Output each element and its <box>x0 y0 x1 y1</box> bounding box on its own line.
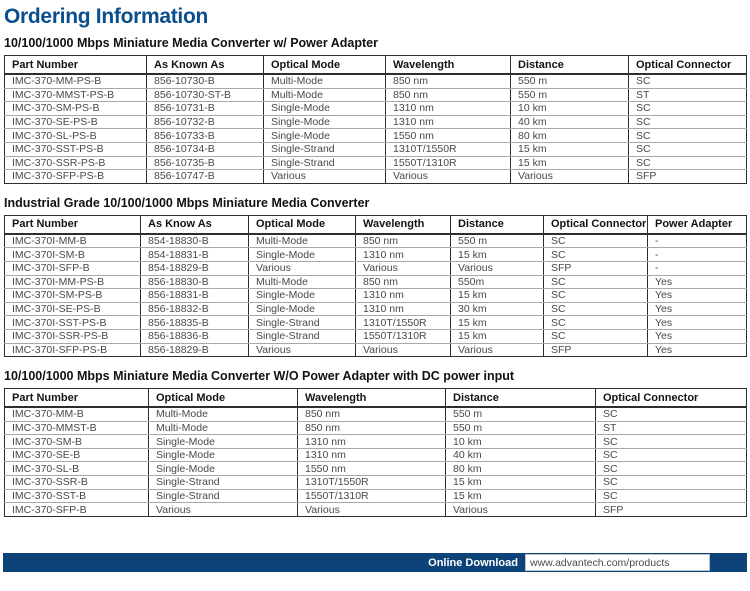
table-cell: 856-10731-B <box>147 102 264 116</box>
table-row <box>5 234 747 248</box>
table-row <box>5 448 747 462</box>
table-row <box>5 435 747 449</box>
table-cell: Single-Mode <box>149 448 298 462</box>
table-cell: 856-18831-B <box>141 289 249 303</box>
table-cell: - <box>648 248 747 262</box>
table-cell: Yes <box>648 329 747 343</box>
table-cell: 1310 nm <box>356 289 451 303</box>
table-row <box>5 316 747 330</box>
table-cell: Yes <box>648 275 747 289</box>
table-cell: Multi-Mode <box>249 275 356 289</box>
table-cell: 856-10733-B <box>147 129 264 143</box>
table-row <box>5 462 747 476</box>
table-cell: IMC-370I-MM-B <box>5 234 141 248</box>
table-row <box>5 476 747 490</box>
table-cell: IMC-370I-SE-PS-B <box>5 302 141 316</box>
table-cell: 850 nm <box>386 88 511 102</box>
table-cell: 15 km <box>446 476 596 490</box>
table-cell: 1310 nm <box>356 302 451 316</box>
table-cell: Various <box>264 170 386 184</box>
table-cell: IMC-370-SE-PS-B <box>5 115 147 129</box>
table-cell: ST <box>596 421 747 435</box>
section-heading-industrial: Industrial Grade 10/100/1000 Mbps Miniature Media Converter <box>4 195 370 210</box>
table-cell: IMC-370-SL-PS-B <box>5 129 147 143</box>
table-row <box>5 302 747 316</box>
table-cell: Various <box>451 343 544 357</box>
table-cell: 856-18830-B <box>141 275 249 289</box>
table-header-row <box>5 215 747 234</box>
column-header: Optical Connector <box>596 389 747 408</box>
table-cell: 15 km <box>511 156 629 170</box>
table-cell: IMC-370-SST-PS-B <box>5 142 147 156</box>
table-cell: IMC-370-SFP-B <box>12 503 87 516</box>
table-row <box>5 115 747 129</box>
table-cell: 30 km <box>451 302 544 316</box>
page-title: Ordering Information <box>4 5 209 28</box>
table-cell: SFP <box>544 343 648 357</box>
table-cell: SC <box>596 407 747 421</box>
column-header: Optical Connector <box>629 56 747 75</box>
table-cell: 15 km <box>446 489 596 503</box>
table-cell: SC <box>544 275 648 289</box>
column-header: Distance <box>511 56 629 75</box>
table-cell: SC <box>544 248 648 262</box>
table-cell: Various <box>249 261 356 275</box>
table-cell: IMC-370-SM-PS-B <box>5 102 147 116</box>
table-cell: Single-Mode <box>149 435 298 449</box>
column-header: Part Number <box>5 56 147 75</box>
table-cell: Single-Strand <box>264 142 386 156</box>
table-cell: IMC-370-SST-B <box>5 489 149 503</box>
table-cell: 15 km <box>451 248 544 262</box>
table-row <box>5 421 747 435</box>
table-cell: 1310 nm <box>298 435 446 449</box>
column-header: Power Adapter <box>648 215 747 234</box>
table-cell: IMC-370I-MM-PS-B <box>5 275 141 289</box>
table-row <box>5 102 747 116</box>
table-cell: Yes <box>648 289 747 303</box>
table-cell: Multi-Mode <box>264 88 386 102</box>
table-cell: 550 m <box>451 234 544 248</box>
table-cell: Multi-Mode <box>149 421 298 435</box>
table-cell: Multi-Mode <box>264 74 386 88</box>
table-cell: 10 km <box>446 435 596 449</box>
table-row <box>5 275 747 289</box>
table-cell: ST <box>629 88 747 102</box>
table-cell: 856-10747-B <box>147 170 264 184</box>
table-cell: 856-10730-B <box>147 74 264 88</box>
table-cell: SC <box>629 142 747 156</box>
table-cell: 80 km <box>511 129 629 143</box>
table-cell: Single-Mode <box>249 289 356 303</box>
table-cell: Single-Mode <box>149 462 298 476</box>
table-cell: IMC-370-MMST-B <box>5 421 149 435</box>
table-cell: 850 nm <box>356 234 451 248</box>
table-cell: 1550T/1310R <box>356 329 451 343</box>
table-cell: Single-Strand <box>149 489 298 503</box>
table-row <box>5 329 747 343</box>
table-cell: Yes <box>648 316 747 330</box>
online-download-label: Online Download <box>428 556 518 569</box>
column-header: Distance <box>451 215 544 234</box>
table-cell: 1310T/1550R <box>298 476 446 490</box>
table-cell: SC <box>629 74 747 88</box>
table-cell: Various <box>356 343 451 357</box>
table-cell: SC <box>596 435 747 449</box>
table-cell: 15 km <box>451 329 544 343</box>
column-header: Wavelength <box>356 215 451 234</box>
table-cell: SC <box>629 156 747 170</box>
table-cell: Single-Strand <box>149 476 298 490</box>
column-header: Optical Mode <box>249 215 356 234</box>
table-cell: IMC-370-SSR-PS-B <box>5 156 147 170</box>
table-cell: 856-10732-B <box>147 115 264 129</box>
table-cell: SC <box>544 316 648 330</box>
table-cell: Yes <box>648 302 747 316</box>
table-cell: 850 nm <box>386 74 511 88</box>
column-header: Wavelength <box>386 56 511 75</box>
column-header: As Known As <box>147 56 264 75</box>
table-cell: IMC-370I-SM-B <box>5 248 141 262</box>
column-header: Part Number <box>5 389 149 408</box>
table-cell: 80 km <box>446 462 596 476</box>
table-cell: Various <box>356 261 451 275</box>
table-header-row <box>5 389 747 408</box>
table-cell: 854-18831-B <box>141 248 249 262</box>
table-row <box>5 343 747 357</box>
table-cell: 550m <box>451 275 544 289</box>
table-cell: SC <box>629 102 747 116</box>
table-cell: 40 km <box>446 448 596 462</box>
table-cell: SC <box>544 302 648 316</box>
table-cell: 40 km <box>511 115 629 129</box>
ordering-table-industrial <box>4 215 747 357</box>
table-cell: 856-10730-ST-B <box>147 88 264 102</box>
table-cell: 1310 nm <box>386 102 511 116</box>
table-cell: 15 km <box>511 142 629 156</box>
table-cell: Single-Mode <box>249 248 356 262</box>
table-cell: IMC-370-MMST-PS-B <box>5 88 147 102</box>
table-cell: 1550 nm <box>298 462 446 476</box>
table-cell: 856-10734-B <box>147 142 264 156</box>
table-cell: 1550T/1310R <box>386 156 511 170</box>
table-cell: 850 nm <box>298 407 446 421</box>
table-row <box>5 489 747 503</box>
table-cell: IMC-370I-SSR-PS-B <box>5 329 141 343</box>
column-header: Part Number <box>5 215 141 234</box>
table-cell: Single-Strand <box>264 156 386 170</box>
download-url-box[interactable] <box>525 554 710 571</box>
table-cell: SC <box>596 462 747 476</box>
table-cell: 856-18829-B <box>141 343 249 357</box>
table-cell: Various <box>451 261 544 275</box>
table-header-row <box>5 56 747 75</box>
table-cell: 856-18832-B <box>141 302 249 316</box>
table-cell: SFP <box>596 503 747 517</box>
ordering-table-dc-power <box>4 388 747 517</box>
table-cell: 1310T/1550R <box>356 316 451 330</box>
table-row <box>5 503 747 517</box>
table-cell: Single-Mode <box>264 115 386 129</box>
table-cell: 15 km <box>451 289 544 303</box>
table-row <box>5 170 747 184</box>
table-cell: IMC-370-SE-B <box>5 448 149 462</box>
table-cell: SFP <box>629 170 747 184</box>
column-header: As Know As <box>141 215 249 234</box>
table-cell: SC <box>596 448 747 462</box>
table-cell: 1310 nm <box>386 115 511 129</box>
column-header: Distance <box>446 389 596 408</box>
table-cell: 1310T/1550R <box>386 142 511 156</box>
section-heading-dc-power: 10/100/1000 Mbps Miniature Media Converter W/O Power Adapter with DC power input <box>4 369 515 384</box>
table-row <box>5 88 747 102</box>
table-cell: IMC-370-SM-B <box>5 435 149 449</box>
table-cell: 856-10735-B <box>147 156 264 170</box>
table-cell: 856-18835-B <box>141 316 249 330</box>
table-cell: SC <box>544 329 648 343</box>
table-cell: 15 km <box>451 316 544 330</box>
table-cell: Yes <box>648 343 747 357</box>
table-row <box>5 74 747 88</box>
table-cell: IMC-370-SFP-PS-B <box>12 170 105 183</box>
footer-bar <box>3 553 747 572</box>
table-cell: 1310 nm <box>298 448 446 462</box>
table-cell: IMC-370I-SFP-B <box>5 261 141 275</box>
table-cell: SC <box>544 289 648 303</box>
download-url[interactable]: www.advantech.com/products <box>530 556 670 569</box>
table-cell: Various <box>149 503 298 517</box>
table-cell: SC <box>596 489 747 503</box>
table-cell: Single-Strand <box>249 316 356 330</box>
table-cell: SC <box>629 115 747 129</box>
table-cell: 550 m <box>511 88 629 102</box>
table-cell: Multi-Mode <box>149 407 298 421</box>
table-cell: SFP <box>544 261 648 275</box>
table-cell: 850 nm <box>298 421 446 435</box>
table-cell: Single-Mode <box>264 129 386 143</box>
table-row <box>5 289 747 303</box>
table-cell: 10 km <box>511 102 629 116</box>
table-row <box>5 261 747 275</box>
table-cell: 550 m <box>511 74 629 88</box>
table-row <box>5 248 747 262</box>
table-cell: Various <box>511 170 629 184</box>
table-cell: IMC-370-SL-B <box>5 462 149 476</box>
table-cell: - <box>648 261 747 275</box>
table-cell: Various <box>298 503 446 517</box>
table-cell: Various <box>249 343 356 357</box>
table-cell: IMC-370I-SST-PS-B <box>5 316 141 330</box>
table-cell: 850 nm <box>356 275 451 289</box>
column-header: Optical Mode <box>264 56 386 75</box>
table-cell: 854-18830-B <box>141 234 249 248</box>
table-cell: Single-Mode <box>264 102 386 116</box>
column-header: Optical Mode <box>149 389 298 408</box>
table-cell: - <box>648 234 747 248</box>
table-cell: IMC-370I-SM-PS-B <box>5 289 141 303</box>
column-header: Wavelength <box>298 389 446 408</box>
table-cell: 1550 nm <box>386 129 511 143</box>
table-row <box>5 156 747 170</box>
table-cell: SC <box>629 129 747 143</box>
table-cell: 1310 nm <box>356 248 451 262</box>
table-cell: IMC-370-MM-B <box>5 407 149 421</box>
table-cell: SC <box>596 476 747 490</box>
table-cell: Multi-Mode <box>249 234 356 248</box>
table-cell: IMC-370-SSR-B <box>5 476 149 490</box>
table-row <box>5 407 747 421</box>
table-cell: Various <box>386 170 511 184</box>
table-cell: Single-Strand <box>249 329 356 343</box>
table-row <box>5 129 747 143</box>
table-cell: 550 m <box>446 407 596 421</box>
table-cell: 550 m <box>446 421 596 435</box>
table-cell: IMC-370I-SFP-PS-B <box>12 343 108 356</box>
ordering-table-power-adapter <box>4 55 747 184</box>
table-cell: Various <box>446 503 596 517</box>
table-cell: 1550T/1310R <box>298 489 446 503</box>
table-cell: 856-18836-B <box>141 329 249 343</box>
table-cell: Single-Mode <box>249 302 356 316</box>
column-header: Optical Connector <box>544 215 648 234</box>
table-row <box>5 142 747 156</box>
table-cell: SC <box>544 234 648 248</box>
section-heading-power-adapter: 10/100/1000 Mbps Miniature Media Converter w/ Power Adapter <box>4 36 378 50</box>
table-cell: IMC-370-MM-PS-B <box>5 74 147 88</box>
table-cell: 854-18829-B <box>141 261 249 275</box>
